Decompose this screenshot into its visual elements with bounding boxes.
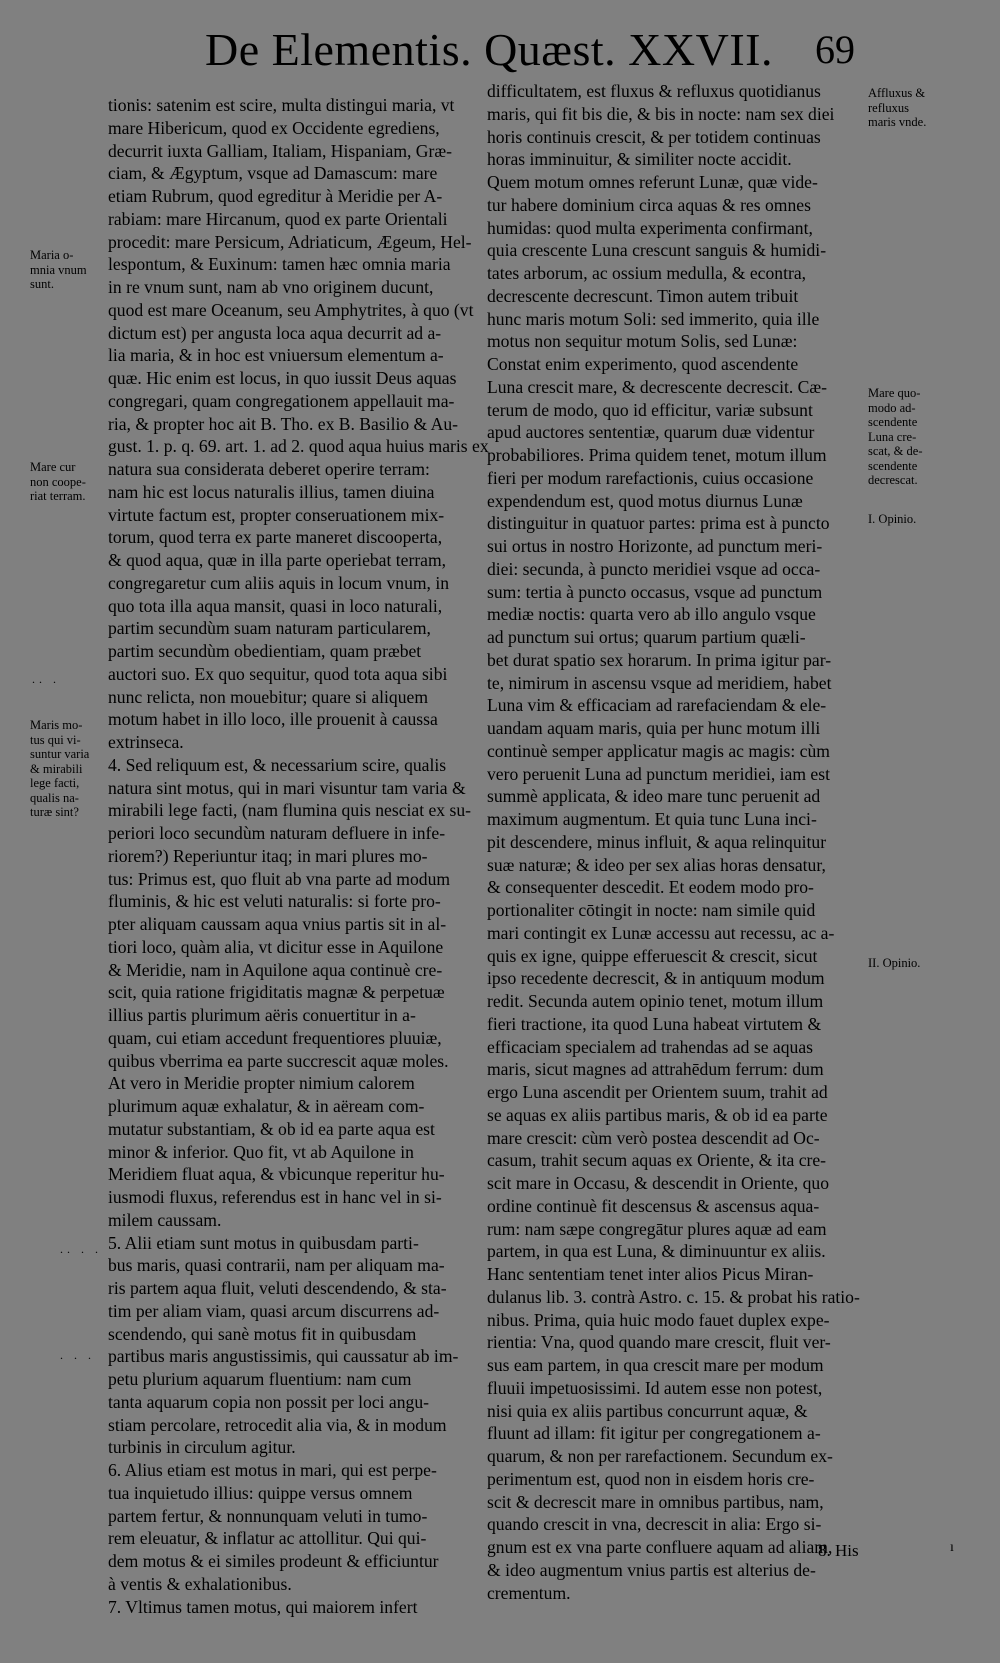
margin-dots-3: . . . [60,1348,95,1362]
text-line: partibus maris angustissimis, qui caussatur ab im- [108,1346,459,1367]
text-line: diei: secunda, à puncto meridiei vsque ad occa- [487,558,821,579]
margin-note-line: turæ sint? [30,805,79,819]
text-line: nunc relicta, non mouebitur; quare si aliquem [108,686,429,707]
text-line: maris, sicut magnes ad attrahēdum ferrum: dum [487,1059,824,1080]
text-line: mare crescit: cùm verò postea descendit ad Oc- [487,1127,820,1148]
text-line: partim secundùm obedientiam, quam præbet [108,641,422,661]
text-line: tanta aquarum copia non possit per loci angu- [108,1391,429,1412]
text-line: & consequenter descedit. Et eodem modo pro- [487,877,814,898]
text-line: ad punctum sui ortus; quarum partium quæli- [487,627,806,647]
text-line: quam, cui etiam accedunt frequentiores pluuiæ, [108,1027,442,1048]
text-line: extrinseca. [108,732,184,752]
text-line: dulanus lib. 3. contrà Astro. c. 15. & probat his ratio- [487,1286,860,1307]
text-line: continuè semper applicatur magis ac magis: cùm [487,740,830,761]
text-line: te, nimirum in ascensu vsque ad meridiem, habet [487,672,832,693]
margin-note-line: scendente [868,458,918,473]
text-line: partim secundùm suam naturam particularem, [108,618,431,639]
text-line: plurimum aquæ exhalatur, & in aëream com- [108,1096,425,1116]
text-line: 7. Vltimus tamen motus, qui maiorem infert [108,1596,418,1617]
text-line: dictum est) per angusta loca aqua decurrit ad a- [108,322,442,343]
text-line: & quod aqua, quæ in illa parte operiebat terram, [108,550,447,570]
text-line: bet durat spatio sex horarum. In prima igitur par- [487,649,832,670]
text-line: fieri per modum rarefactionis, cuius occasione [487,467,814,488]
margin-note-line: scat, & de- [868,444,923,458]
text-line: fluuii impetuosissimi. Id autem esse non potest, [487,1377,823,1398]
text-line: horis continuis crescit, & per totidem continuas [487,126,821,147]
text-line: casum, trahit secum aquas ex Oriente, & ita cre- [487,1150,827,1171]
text-line: quod est mare Oceanum, seu Amphytrites, à quo (vt [108,299,474,320]
text-line: ciam, & Ægyptum, vsque ad Damascum: mare [108,163,438,184]
margin-note-line: decrescat. [868,473,918,487]
text-line: probabiliores. Prima quidem tenet, motum illum [487,445,827,465]
text-line: lia maria, & in hoc est vniuersum elementum a- [108,345,444,366]
text-line: 5. Alii etiam sunt motus in quibusdam parti- [108,1232,419,1253]
text-line: Quem motum omnes referunt Lunæ, quæ vide- [487,172,818,192]
text-line: etiam Rubrum, quod egreditur à Meridie per A- [108,186,443,206]
text-line: partem, in qua est Luna, & diminuuntur ex aliis. [487,1241,826,1262]
margin-note-line: mnia vnum [30,262,87,277]
text-line: scit, quia ratione frigiditatis magnæ & perpetuæ [108,982,445,1003]
text-line: quarum, & non per rarefactionem. Secundum ex- [487,1446,833,1466]
text-line: stiam percolare, retrocedit alia via, & in modum [108,1414,447,1435]
text-line: ris partem aqua fluit, veluti descendendo, & sta- [108,1278,447,1298]
margin-note-line: riat terram. [30,489,86,503]
text-line: redit. Secunda autem opinio tenet, motum illum [487,991,824,1011]
text-line: Constat enim experimento, quod ascendente [487,354,799,374]
margin-note-maris-motus [30,718,100,820]
catchword: 8. His [818,1541,859,1560]
text-line: 4. Sed reliquum est, & necessarium scire, qualis [108,754,447,775]
text-line: milem caussam. [108,1209,222,1230]
text-line: natura sua considerata deberet operire terram: [108,459,430,479]
margin-note-line: Affluxus & [868,86,926,100]
text-line: scit mare in Occasu, & descendit in Oriente, quo [487,1173,829,1193]
text-line: perimentum est, quod non in eisdem horis cre- [487,1468,815,1489]
text-line: Meridiem fluat aqua, & vbicunque reperitur hu- [108,1164,445,1185]
text-line: pter aliquam caussam aqua vnius partis sit in al- [108,914,447,934]
text-line: rientia: Vna, quod quando mare crescit, fluit ver- [487,1332,831,1353]
margin-mark: ı [950,1540,954,1555]
text-line: crementum. [487,1582,571,1603]
text-line: petu plurium aquarum fluentium: nam cum [108,1369,412,1389]
text-line: nibus. Prima, quia huic modo fauet duplex expe- [487,1309,830,1330]
text-line: mutatur substantiam, & ob id ea parte aqua est [108,1118,435,1139]
text-line: ergo Luna ascendit per Orientem suum, trahit ad [487,1082,828,1102]
text-line: fieri tractione, ita quod Luna habeat virtutem & [487,1013,822,1034]
text-line: apud auctores sententiæ, quarum duæ videntur [487,422,815,443]
text-line: congregari, quam congregationem appellauit ma- [108,390,455,411]
margin-dots-2: .. . . [60,1242,102,1256]
text-line: & ideo augmentum vnius partis est alterius de- [487,1559,816,1580]
margin-note-affluxus [868,86,948,130]
text-line: gnum est ex vna parte confluere aquam ad aliam, [487,1537,833,1557]
text-line: natura sint motus, qui in mari visuntur tam varia & [108,777,466,798]
text-line: difficultatem, est fluxus & refluxus quotidianus [487,81,821,101]
margin-dots-1: .. . [32,672,60,686]
margin-note-line: qualis na- [30,790,79,805]
text-line: summè applicata, & ideo mare tunc peruenit ad [487,786,821,807]
text-line: quo tota illa aqua mansit, quasi in loco naturali, [108,595,443,616]
text-line: maximum augmentum. Et quia tunc Luna inci- [487,809,817,829]
text-line: quia crescente Luna crescunt sanguis & humidi- [487,240,827,261]
running-title: De Elementis. Quæst. XXVII. [205,24,773,75]
text-line: illius partis plurimum aëris conuertitur in a- [108,1005,416,1025]
text-line: procedit: mare Persicum, Adriaticum, Ægeum, Hel- [108,231,472,252]
left-text-column [108,94,489,1618]
margin-note-line: & mirabili [30,761,83,776]
text-line: Hanc sententiam tenet inter alios Picus Miran- [487,1264,814,1284]
text-line: mari contingit ex Lunæ accessu aut recessu, ac a- [487,922,835,943]
text-line: se aquas ex aliis partibus maris, & ob id ea parte [487,1104,828,1125]
margin-note-line: I. Opinio. [868,512,917,526]
text-line: mirabili lege facti, (nam flumina quis nesciat ex su- [108,800,471,821]
margin-note-line: sunt. [30,277,54,291]
margin-note-maria-unum [30,248,100,292]
text-line: motus non sequitur motum Solis, sed Lunæ: [487,331,798,352]
text-line: fluminis, & hic est veluti naturalis: si forte pro- [108,891,441,912]
text-line: quando crescit in vna, decrescit in alia: Ergo si- [487,1514,822,1535]
text-line: iusmodi fluxus, referendus est in hanc vel in si- [108,1187,442,1207]
text-line: ordine continuè fit descensus & ascensus aqua- [487,1195,820,1216]
text-line: tim per aliam viam, quasi arcum discurrens ad- [108,1300,440,1321]
text-line: mediæ noctis: quarta vero ab illo angulo vsque [487,604,816,625]
text-line: tua inquietudo illius: quippe versus omnem [108,1482,413,1503]
text-line: tiori loco, quàm alia, vt dicitur esse in Aquilone [108,936,444,957]
text-line: torum, quod terra ex parte maneret discooperta, [108,527,443,548]
margin-note-line: Maris mo- [30,718,83,732]
margin-note-line: tus qui vi- [30,732,81,747]
margin-note-line: II. Opinio. [868,956,921,970]
margin-note-line: refluxus [868,100,909,115]
text-line: decrescente decrescunt. Timon autem tribuit [487,285,799,306]
margin-note-line: modo ad- [868,400,916,415]
text-line: periori loco secundùm naturam defluere in infe- [108,823,446,843]
text-line: rem eleuatur, & inflatur ac attollitur. Qui qui- [108,1528,427,1549]
margin-note-line: suntur varia [30,747,90,761]
text-line: turbinis in circulum agitur. [108,1437,296,1458]
text-line: quæ. Hic enim est locus, in quo iussit Deus aquas [108,368,457,388]
text-line: motum habet in illo loco, ille prouenit à caussa [108,709,438,730]
text-line: bus maris, quasi contrarii, nam per aliquam ma- [108,1255,445,1276]
text-line: ipso recedente decrescit, & in antiquum modum [487,968,825,989]
margin-note-mare-quomodo [868,386,948,488]
text-line: maris, qui fit bis die, & bis in nocte: nam sex diei [487,103,835,124]
text-line: 6. Alius etiam est motus in mari, qui est perpe- [108,1460,437,1480]
page-number: 69 [815,27,855,72]
margin-note-line: scendente [868,415,918,429]
text-line: nisi quia ex aliis partibus concurrunt aquæ, & [487,1400,808,1421]
text-line: suæ naturæ; & ideo per sex alias horas densatur, [487,854,826,875]
margin-note-line: lege facti, [30,776,80,790]
text-line: portionaliter cōtingit in nocte: nam simile quid [487,900,816,920]
margin-note-line: maris vnde. [868,115,927,129]
text-line: virtute factum est, propter conseruationem mix- [108,504,445,525]
text-line: dem motus & ei similes prodeunt & efficiuntur [108,1551,439,1571]
text-line: decurrit iuxta Galliam, Italiam, Hispaniam, Græ- [108,140,452,161]
text-line: uandam aquam maris, quia per hunc motum illi [487,718,821,738]
text-line: quibus vberrima ea parte succrescit aquæ moles. [108,1050,449,1071]
text-line: gust. 1. p. q. 69. art. 1. ad 2. quod aqua huius maris ex [108,436,489,457]
text-line: ria, & propter hoc ait B. Tho. ex B. Basilio & Au- [108,413,459,434]
text-line: Luna vim & efficaciam ad rarefaciendam & ele- [487,695,827,716]
margin-note-opinio-2 [868,956,948,971]
text-line: rabiam: mare Hircanum, quod ex parte Orientali [108,208,448,229]
page-header [0,22,1000,82]
text-line: scendendo, qui sanè motus fit in quibusdam [108,1323,417,1344]
text-line: vero peruenit Luna ad punctum meridiei, iam est [487,763,830,784]
text-line: à ventis & exhalationibus. [108,1573,292,1594]
text-line: horas imminuitur, & similiter nocte accidit. [487,149,792,170]
text-line: in re vnum sunt, nam ab vno originem ducunt, [108,277,434,297]
text-line: distinguitur in quatuor partes: prima est à puncto [487,513,830,534]
text-line: & Meridie, nam in Aquilone aqua continuè cre- [108,959,443,980]
text-line: nam hic est locus naturalis illius, tamen diuina [108,481,435,502]
text-line: mare Hibericum, quod ex Occidente egrediens, [108,117,440,138]
margin-note-line: Mare quo- [868,386,921,400]
text-line: sum: tertia à puncto occasus, vsque ad punctum [487,581,823,602]
text-line: sus eam partem, in qua crescit mare per modum [487,1355,824,1375]
text-line: scit & decrescit mare in omnibus partibus, nam, [487,1491,824,1512]
text-line: tus: Primus est, quo fluit ab vna parte ad modum [108,868,451,889]
text-line: lespontum, & Euxinum: tamen hæc omnia maria [108,254,451,275]
text-line: Luna crescit mare, & decrescente decrescit. Cæ- [487,376,827,397]
margin-note-line: Maria o- [30,248,74,262]
text-line: hunc maris motum Soli: sed immerito, quia ille [487,308,820,329]
text-line: rum: nam sæpe congregātur plures aquæ ad eam [487,1218,827,1239]
text-line: fluunt ad illam: fit igitur per congregationem a- [487,1423,821,1444]
text-line: tates arborum, ac ossium medulla, & econtra, [487,263,807,283]
text-line: minor & inferior. Quo fit, vt ab Aquilone in [108,1141,414,1162]
margin-note-mare-cur [30,460,100,504]
text-line: quis ex igne, quippe efferuescit & crescit, sicut [487,945,818,966]
margin-note-line: Mare cur [30,460,76,474]
margin-note-line: non coope- [30,474,86,489]
text-line: auctori suo. Ex quo sequitur, quod tota aqua sibi [108,663,448,684]
text-line: congregaretur cum aliis aquis in locum vnum, in [108,572,450,593]
margin-note-line: Luna cre- [868,429,917,444]
text-line: pit descendere, minus influit, & aqua relinquitur [487,831,827,852]
text-line: humidas: quod multa experimenta confirmant, [487,217,813,238]
margin-note-opinio-1 [868,512,948,527]
text-line: At vero in Meridie propter nimium calorem [108,1073,415,1094]
text-line: tur habere dominium circa aquas & res omnes [487,194,811,215]
right-text-column [487,80,872,1604]
text-line: efficaciam specialem ad trahendas ad se aquas [487,1036,813,1057]
text-line: tionis: satenim est scire, multa distingui maria, vt [108,95,455,115]
text-line: riorem?) Reperiuntur itaq; in mari plures mo- [108,845,428,866]
text-line: sui ortus in nostro Horizonte, ad punctum meri- [487,536,823,556]
text-line: partem fertur, & nonnunquam veluti in tumo- [108,1505,428,1526]
text-line: expendendum est, quod motus diurnus Lunæ [487,490,803,511]
text-line: terum de modo, quo id efficitur, variæ subsunt [487,399,813,420]
